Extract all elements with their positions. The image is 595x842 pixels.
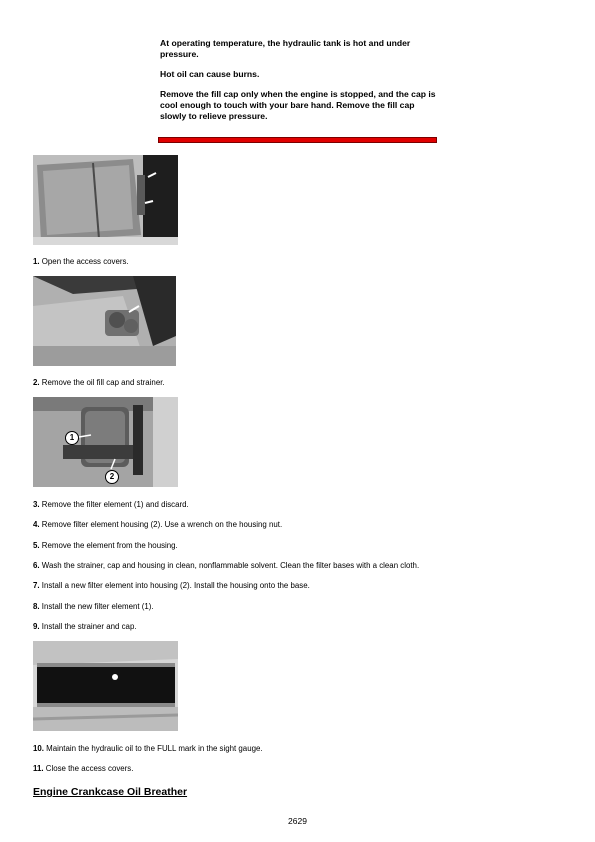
warning-paragraph: At operating temperature, the hydraulic tank is hot and under pressure.	[160, 38, 411, 59]
step-10: 10. Maintain the hydraulic oil to the FULL mark in the sight gauge.	[33, 744, 263, 753]
step-3: 3. Remove the filter element (1) and discard.	[33, 500, 189, 509]
photo-fill-cap	[33, 276, 176, 366]
warning-paragraph: Remove the fill cap only when the engine is stopped, and the cap is cool enough to touch with your bare hand. Remove the fill cap slowly to relieve pressure.	[160, 89, 436, 121]
step-2: 2. Remove the oil fill cap and strainer.	[33, 378, 165, 387]
warning-paragraph: Hot oil can cause burns.	[160, 69, 260, 79]
callout-2-icon: 2	[105, 470, 119, 484]
warning-block	[160, 38, 440, 131]
step-11: 11. Close the access covers.	[33, 764, 134, 773]
step-1: 1. Open the access covers.	[33, 257, 129, 266]
callout-1-icon: 1	[65, 431, 79, 445]
photo-sight-gauge	[33, 641, 178, 731]
page-number: 2629	[288, 816, 307, 826]
step-4: 4. Remove filter element housing (2). Use a wrench on the housing nut.	[33, 520, 283, 529]
step-6: 6. Wash the strainer, cap and housing in clean, nonflammable solvent. Clean the filter bases with a clean cloth.	[33, 561, 420, 570]
section-heading: Engine Crankcase Oil Breather	[33, 786, 188, 798]
photo-access-covers	[33, 155, 178, 245]
step-7: 7. Install a new filter element into housing (2). Install the housing onto the base.	[33, 581, 310, 590]
step-9: 9. Install the strainer and cap.	[33, 622, 137, 631]
step-5: 5. Remove the element from the housing.	[33, 541, 178, 550]
step-8: 8. Install the new filter element (1).	[33, 602, 154, 611]
photo-filter-element	[33, 397, 178, 487]
warning-red-bar	[158, 137, 437, 143]
